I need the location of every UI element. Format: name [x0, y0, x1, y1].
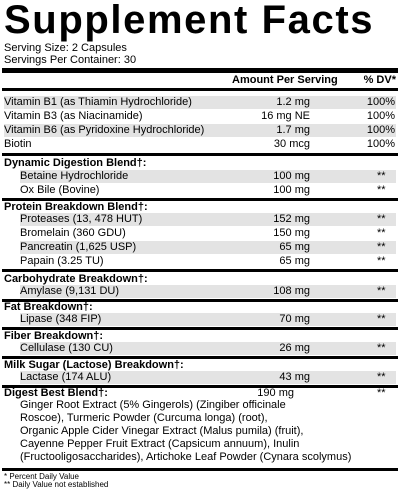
- ingredient-row: Betaine Hydrochloride 100 mg **: [20, 170, 396, 183]
- blend-title: Protein Breakdown Blend†:: [4, 201, 148, 213]
- digest-line: Cayenne Pepper Fruit Extract (Capsicum annuum), Inulin: [20, 438, 300, 450]
- header-rule: [2, 88, 398, 91]
- blend-title: Fiber Breakdown†:: [4, 330, 104, 342]
- ingredient-row: Lipase (348 FIP) 70 mg **: [20, 313, 396, 326]
- ingredient-row: Ox Bile (Bovine) 100 mg **: [20, 184, 386, 196]
- section-rule: [2, 468, 398, 471]
- digest-blend-row: Digest Best Blend†: 190 mg **: [4, 387, 386, 399]
- blend-title: Milk Sugar (Lactose) Breakdown†:: [4, 359, 184, 371]
- amount-header: Amount Per Serving: [232, 74, 338, 86]
- ingredient-row: Proteases (13, 478 HUT) 152 mg **: [20, 213, 396, 226]
- footnote: * Percent Daily Value: [4, 472, 79, 481]
- serving-size: Serving Size: 2 Capsules: [4, 42, 127, 54]
- digest-blend-ingredients: [20, 399, 396, 464]
- digest-line: Roscoe), Turmeric Powder (Curcuma longa) (root),: [20, 412, 268, 424]
- thick-rule: [2, 68, 398, 73]
- ingredient-row: Papain (3.25 TU) 65 mg **: [20, 255, 386, 267]
- digest-line: Organic Apple Cider Vinegar Extract (Malus pumila) (fruit),: [20, 425, 304, 437]
- nutrient-row: Vitamin B6 (as Pyridoxine Hydrochloride) 1.7 mg 100%: [4, 124, 395, 136]
- ingredient-row: Lactase (174 ALU) 43 mg **: [20, 371, 396, 384]
- nutrient-row: Biotin 30 mcg 100%: [4, 138, 395, 150]
- digest-line: Ginger Root Extract (5% Gingerols) (Zingiber officinale: [20, 399, 286, 411]
- ingredient-row: Bromelain (360 GDU) 150 mg **: [20, 227, 386, 239]
- blend-title: Fat Breakdown†:: [4, 301, 93, 313]
- section-rule: [2, 269, 398, 272]
- dv-header: % DV*: [363, 74, 396, 86]
- servings-per-container: Servings Per Container: 30: [4, 54, 137, 66]
- digest-line: (Fructooligosaccharides), Artichoke Leaf Powder (Cynara scolymus): [20, 451, 352, 463]
- nutrient-row: Vitamin B3 (as Niacinamide) 16 mg NE 100%: [4, 110, 395, 122]
- footnote: ** Daily Value not established: [4, 480, 109, 489]
- blend-title: Carbohydrate Breakdown†:: [4, 273, 148, 285]
- nutrient-row: Vitamin B1 (as Thiamin Hydrochloride) 1.2 mg 100%: [4, 96, 395, 108]
- ingredient-row: Pancreatin (1,625 USP) 65 mg **: [20, 241, 396, 254]
- blend-title: Dynamic Digestion Blend†:: [4, 157, 147, 169]
- section-rule: [2, 153, 398, 156]
- ingredient-row: Amylase (9,131 DU) 108 mg **: [20, 285, 396, 298]
- title: Supplement Facts: [4, 0, 375, 42]
- ingredient-row: Cellulase (130 CU) 26 mg **: [20, 342, 396, 355]
